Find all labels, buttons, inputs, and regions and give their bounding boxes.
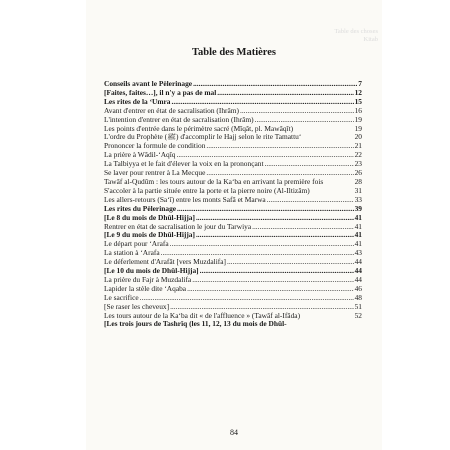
- table-of-contents: [104, 80, 362, 329]
- toc-entry: [104, 240, 362, 249]
- toc-entry: [104, 169, 362, 178]
- toc-leader-dots: [206, 169, 362, 177]
- toc-entry-title: Prononcer la formule de condition: [104, 142, 206, 151]
- toc-entry-title: Se laver pour rentrer à La Mecque: [104, 169, 206, 178]
- toc-entry: [104, 196, 362, 205]
- toc-entry: [104, 89, 362, 98]
- toc-entry-page: 21: [354, 142, 362, 151]
- toc-entry-page: 33: [354, 195, 362, 204]
- toc-entry: [104, 214, 362, 223]
- ghost-line: Table des choses: [334, 28, 378, 35]
- toc-entry-title: S'accoler à la partie située entre la porte et la pierre noire (Al-Iltizâm): [104, 186, 310, 195]
- toc-leader-dots: [255, 116, 362, 124]
- toc-entry-title: Les rites de la ‘Umra: [104, 97, 171, 106]
- toc-entry: [104, 133, 362, 142]
- toc-entry-page: 43: [354, 249, 362, 258]
- toc-leader-dots: [252, 223, 362, 231]
- toc-entry-title: La station à ‘Arafa: [104, 249, 160, 258]
- toc-entry-page: 51: [354, 302, 362, 311]
- toc-entry-page: 26: [354, 169, 362, 178]
- toc-leader-dots: [176, 151, 362, 159]
- toc-entry-title: Le sacrifice: [104, 293, 139, 302]
- toc-entry: [104, 80, 362, 89]
- toc-entry: [104, 125, 362, 134]
- toc-leader-dots: [140, 294, 362, 302]
- toc-entry-page: 44: [354, 258, 362, 267]
- page-number: 84: [230, 428, 238, 437]
- ghost-line: Kitab: [363, 36, 378, 43]
- toc-leader-dots: [217, 89, 362, 97]
- toc-entry: [104, 276, 362, 285]
- toc-entry-page: 41: [354, 231, 362, 240]
- toc-entry-title: Lapider la stèle dite ‘Aqaba: [104, 284, 187, 293]
- toc-entry-page: 31: [354, 186, 362, 195]
- toc-leader-dots: [240, 107, 362, 115]
- toc-entry-page: 52: [354, 311, 362, 320]
- page-title: Table des Matières: [192, 47, 276, 58]
- toc-leader-dots: [170, 303, 362, 311]
- toc-leader-dots: [267, 196, 362, 204]
- toc-leader-dots: [200, 267, 362, 275]
- toc-entry-page: 39: [354, 204, 362, 213]
- toc-entry-title: [Le 9 du mois de Dhûl-Hijja]: [104, 231, 195, 240]
- toc-entry-page: 44: [354, 275, 362, 284]
- toc-leader-dots: [227, 258, 362, 266]
- toc-entry: [104, 142, 362, 151]
- toc-entry-page: 48: [354, 293, 362, 302]
- toc-entry: [104, 151, 362, 160]
- toc-leader-dots: [196, 214, 362, 222]
- toc-entry-page: 22: [354, 151, 362, 160]
- toc-entry-title: [Faites, faites…], il n'y a pas de mal: [104, 88, 217, 97]
- toc-entry-page: 28: [354, 177, 362, 186]
- toc-entry-title: L'ordre du Prophète (ﷺ) d'accomplir le Hajj selon le rite Tamattu‘: [104, 133, 302, 142]
- toc-leader-dots: [172, 98, 363, 106]
- toc-entry-page: 7: [358, 80, 362, 88]
- toc-entry-page: 19: [354, 115, 362, 124]
- toc-entry-title: La prière à Wâdil-‘Aqîq: [104, 151, 176, 160]
- toc-entry-title: [Le 8 du mois de Dhûl-Hijja]: [104, 213, 195, 222]
- toc-entry: [104, 285, 362, 294]
- toc-entry-title: Tawâf al-Qudûm : les tours autour de la Ka‘ba en arrivant la première fois: [104, 177, 324, 186]
- toc-entry-page: 23: [354, 160, 362, 169]
- toc-entry: [104, 231, 362, 240]
- toc-entry-page: 41: [354, 213, 362, 222]
- toc-entry-title: [Se raser les cheveux]: [104, 302, 170, 311]
- toc-entry-page: 44: [354, 267, 362, 276]
- toc-entry: [104, 98, 362, 107]
- toc-entry-title: Avant d'entrer en état de sacralisation (Ihrâm): [104, 106, 239, 115]
- toc-entry-title: Conseils avant le Pèlerinage: [104, 80, 193, 88]
- toc-entry: [104, 178, 362, 187]
- toc-entry-title: La prière du Fajr à Muzdalifa: [104, 275, 192, 284]
- toc-entry: [104, 258, 362, 267]
- toc-entry: [104, 107, 362, 116]
- toc-entry-page: 16: [354, 106, 362, 115]
- toc-entry: [104, 187, 362, 196]
- toc-entry-title: Le départ pour ‘Arafa: [104, 240, 169, 249]
- toc-entry-title: Les points d'entrée dans le périmètre sacré (Mîqât, pl. Mawâqît): [104, 124, 294, 133]
- toc-entry: [104, 294, 362, 303]
- toc-entry: [104, 267, 362, 276]
- toc-entry: [104, 312, 362, 321]
- toc-entry: [104, 116, 362, 125]
- toc-leader-dots: [192, 276, 362, 284]
- toc-entry: [104, 303, 362, 312]
- toc-entry-title: Les tours autour de la Ka‘ba dit « de l'affluence » (Tawâf al-Ifâda): [104, 311, 301, 320]
- toc-entry: [104, 249, 362, 258]
- toc-leader-dots: [196, 231, 362, 239]
- toc-entry: [104, 320, 362, 329]
- toc-entry: [104, 205, 362, 214]
- toc-entry-title: Les allers-retours (Sa‘î) entre les monts Safâ et Marwa: [104, 195, 266, 204]
- toc-entry-title: Rentrer en état de sacralisation le jour du Tarwiya: [104, 222, 252, 231]
- toc-leader-dots: [187, 285, 362, 293]
- toc-entry-page: 19: [354, 124, 362, 133]
- toc-leader-dots: [206, 142, 362, 150]
- bleed-through-text: [334, 28, 378, 44]
- toc-leader-dots: [265, 160, 362, 168]
- toc-leader-dots: [177, 205, 362, 213]
- toc-entry-title: Le déferlement d'Arafât [vers Muzdalifa]: [104, 258, 226, 267]
- toc-entry: [104, 160, 362, 169]
- toc-entry-page: 41: [354, 222, 362, 231]
- toc-entry-title: [Les trois jours de Tashrîq (les 11, 12, 13 du mois de Dhûl-: [104, 320, 287, 329]
- toc-leader-dots: [170, 240, 362, 248]
- toc-entry: [104, 223, 362, 232]
- toc-leader-dots: [161, 249, 362, 257]
- toc-entry-page: 15: [354, 97, 362, 106]
- toc-entry-page: 41: [354, 240, 362, 249]
- toc-entry-title: [Le 10 du mois de Dhûl-Hijja]: [104, 267, 199, 276]
- toc-entry-page: 12: [354, 88, 362, 97]
- toc-entry-page: 20: [354, 133, 362, 142]
- toc-entry-title: Les rites du Pèlerinage: [104, 204, 177, 213]
- toc-entry-title: L'intention d'entrer en état de sacralisation (Ihrâm): [104, 115, 254, 124]
- toc-entry-title: La Talbiyya et le fait d'élever la voix en la prononçant: [104, 160, 264, 169]
- toc-entry-page: 46: [354, 284, 362, 293]
- toc-leader-dots: [193, 80, 362, 88]
